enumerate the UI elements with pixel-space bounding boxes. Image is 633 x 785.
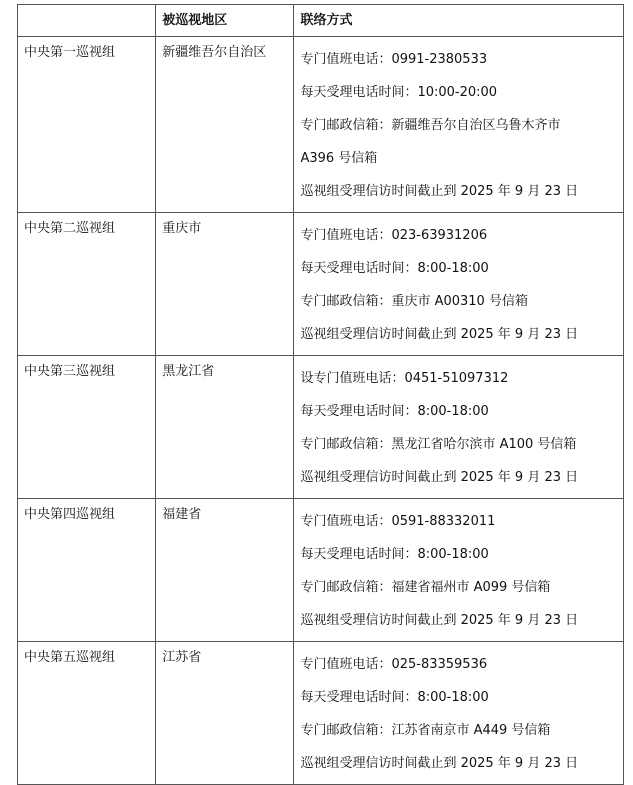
contact-line: 专门值班电话：025-83359536 <box>300 657 488 672</box>
table-row <box>18 499 624 642</box>
region-name: 新疆维吾尔自治区 <box>162 45 267 60</box>
contact-cell <box>294 37 624 213</box>
contact-line: 专门邮政信箱：福建省福州市 A099 号信箱 <box>300 580 551 595</box>
group-name: 中央第二巡视组 <box>24 221 116 236</box>
contact-line: 专门值班电话：023-63931206 <box>300 228 488 243</box>
region-cell <box>156 642 294 785</box>
header-contact: 联络方式 <box>294 5 624 37</box>
group-name: 中央第四巡视组 <box>24 507 116 522</box>
group-cell <box>18 37 156 213</box>
contact-cell <box>294 213 624 356</box>
contact-line: 每天受理电话时间：8:00-18:00 <box>300 404 489 419</box>
contact-line: 每天受理电话时间：8:00-18:00 <box>300 690 489 705</box>
table-row <box>18 37 624 213</box>
contact-line: 巡视组受理信访时间截止到 2025 年 9 月 23 日 <box>300 613 579 628</box>
table-row <box>18 356 624 499</box>
group-name: 中央第一巡视组 <box>24 45 116 60</box>
region-name: 黑龙江省 <box>162 364 215 379</box>
group-name: 中央第三巡视组 <box>24 364 116 379</box>
region-cell <box>156 499 294 642</box>
region-cell <box>156 37 294 213</box>
contact-line: 专门邮政信箱：江苏省南京市 A449 号信箱 <box>300 723 551 738</box>
header-group <box>18 5 156 37</box>
contact-line: 巡视组受理信访时间截止到 2025 年 9 月 23 日 <box>300 184 579 199</box>
region-cell <box>156 356 294 499</box>
group-cell <box>18 642 156 785</box>
contact-line: 每天受理电话时间：8:00-18:00 <box>300 547 489 562</box>
region-name: 江苏省 <box>162 650 202 665</box>
contact-line: 每天受理电话时间：10:00-20:00 <box>300 85 498 100</box>
region-name: 重庆市 <box>162 221 202 236</box>
header-region: 被巡视地区 <box>156 5 294 37</box>
contact-cell <box>294 642 624 785</box>
contact-line: A396 号信箱 <box>300 151 378 166</box>
group-name: 中央第五巡视组 <box>24 650 116 665</box>
group-cell <box>18 499 156 642</box>
contact-cell <box>294 499 624 642</box>
table-row <box>18 642 624 785</box>
region-cell <box>156 213 294 356</box>
contact-line: 专门值班电话：0591-88332011 <box>300 514 496 529</box>
contact-line: 巡视组受理信访时间截止到 2025 年 9 月 23 日 <box>300 327 579 342</box>
group-cell <box>18 213 156 356</box>
contact-line: 专门邮政信箱：重庆市 A00310 号信箱 <box>300 294 528 309</box>
contact-line: 设专门值班电话：0451-51097312 <box>300 371 509 386</box>
contact-line: 巡视组受理信访时间截止到 2025 年 9 月 23 日 <box>300 756 579 771</box>
contact-line: 专门值班电话：0991-2380533 <box>300 52 488 67</box>
contact-line: 专门邮政信箱：新疆维吾尔自治区乌鲁木齐市 <box>300 118 561 133</box>
group-cell <box>18 356 156 499</box>
contact-line: 每天受理电话时间：8:00-18:00 <box>300 261 489 276</box>
inspection-contact-table <box>17 4 624 785</box>
table-row <box>18 213 624 356</box>
contact-line: 专门邮政信箱：黑龙江省哈尔滨市 A100 号信箱 <box>300 437 577 452</box>
contact-line: 巡视组受理信访时间截止到 2025 年 9 月 23 日 <box>300 470 579 485</box>
contact-cell <box>294 356 624 499</box>
header-row <box>18 5 624 37</box>
region-name: 福建省 <box>162 507 202 522</box>
